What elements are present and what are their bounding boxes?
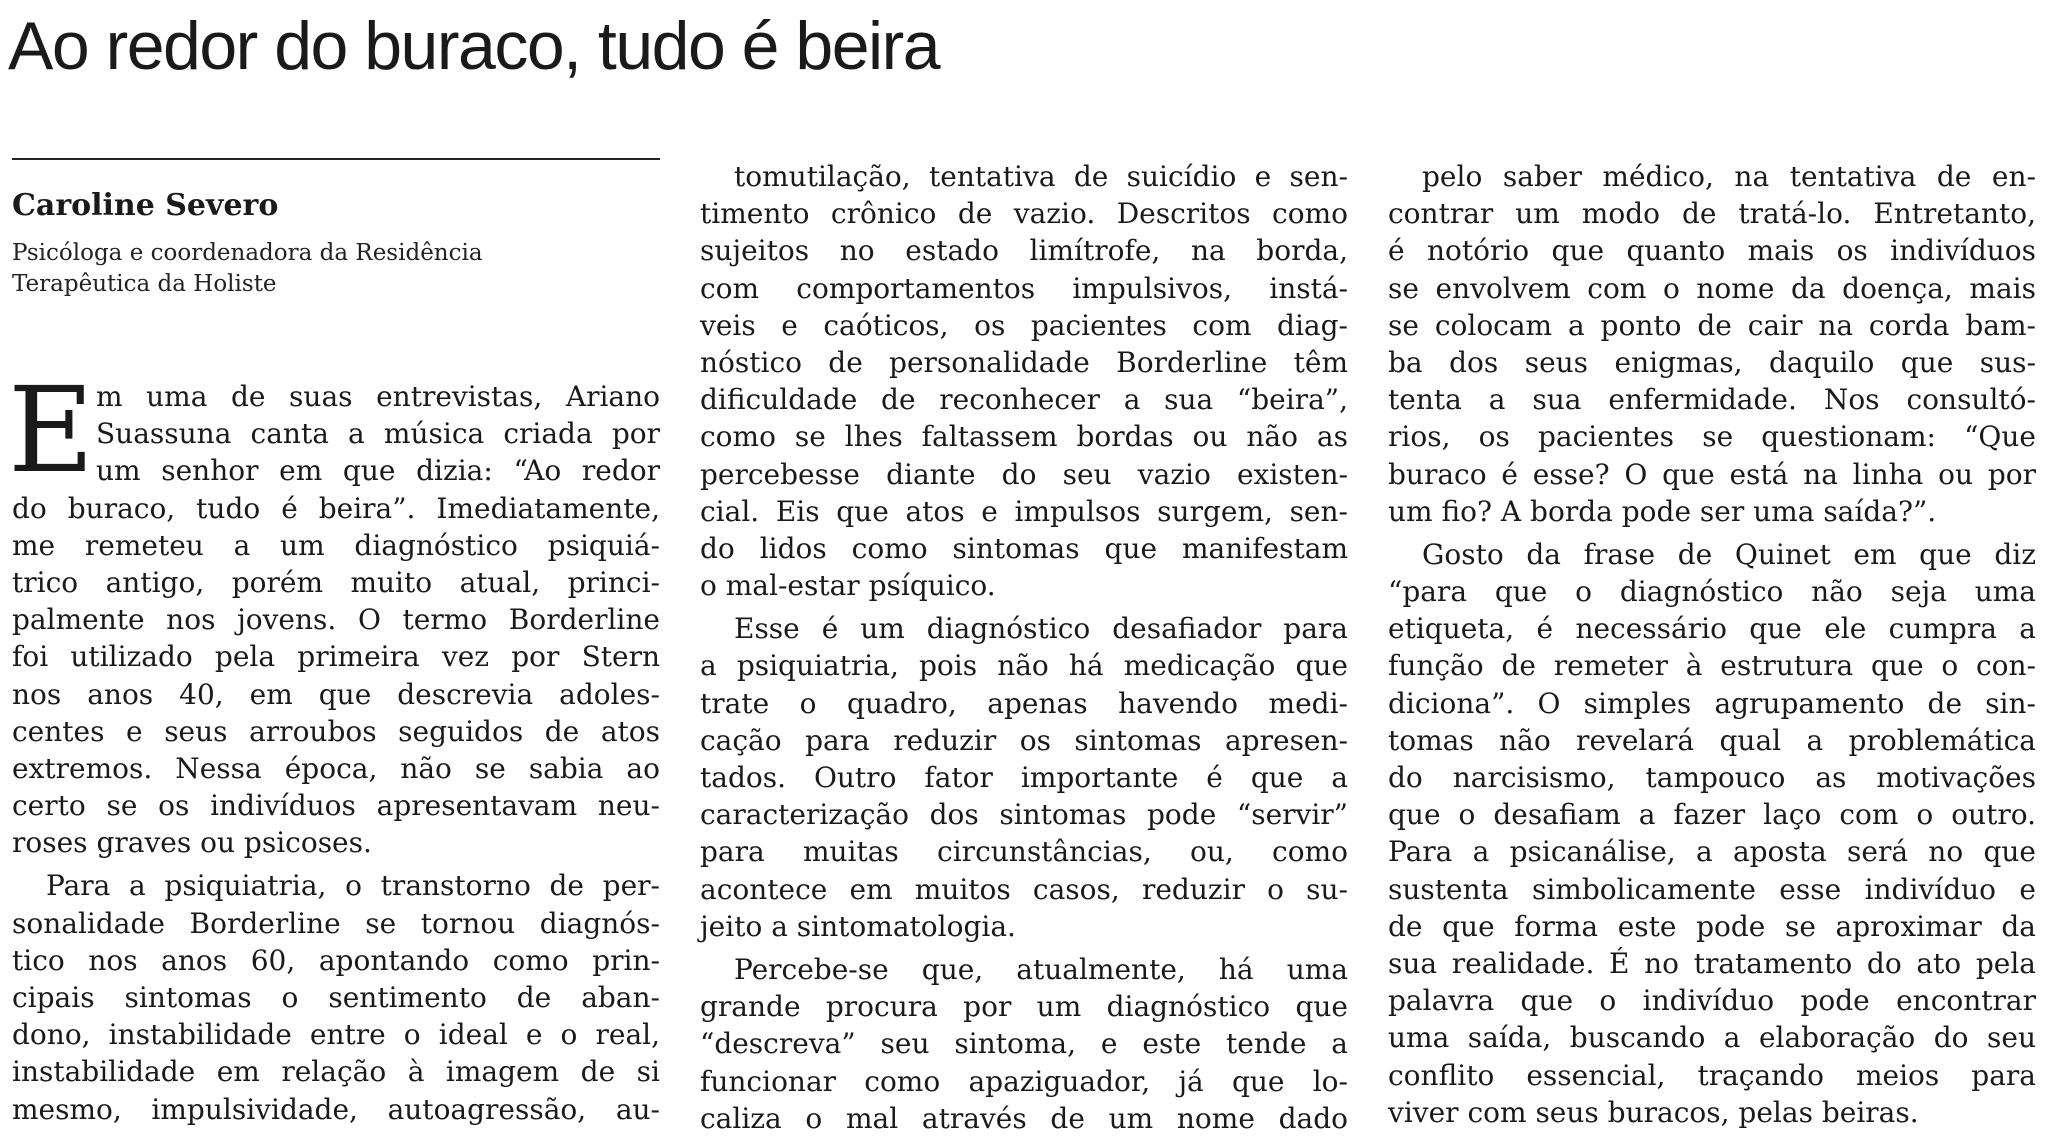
article-line: a psiquiatria, pois não há medicação que: [700, 649, 1348, 683]
article-line: um senhor em que dizia: “Ao redor: [96, 454, 660, 488]
article-line: veis e caóticos, os pacientes com diag-: [700, 308, 1348, 342]
article-line: se colocam a ponto de cair na corda bam-: [1388, 308, 2036, 342]
article-line: extremos. Nessa época, não se sabia ao: [12, 751, 660, 785]
article-line: do buraco, tudo é beira”. Imediatamente,: [12, 491, 660, 525]
article-line: sonalidade Borderline se tornou diagnós-: [12, 906, 660, 940]
article-line: foi utilizado pela primeira vez por Stern: [12, 640, 660, 674]
article-line: tico nos anos 60, apontando como prin-: [12, 943, 660, 977]
article-line: grande procura por um diagnóstico que: [700, 990, 1348, 1024]
article-line: ba dos seus enigmas, daquilo que sus-: [1388, 345, 2036, 379]
article-line: me remeteu a um diagnóstico psiquiá-: [12, 528, 660, 562]
article-line: como se lhes faltassem bordas ou não as: [700, 420, 1348, 454]
article-line: roses graves ou psicoses.: [12, 826, 372, 860]
article-line: função de remeter à estrutura que o con-: [1388, 649, 2036, 683]
article-line: do lidos como sintomas que manifestam: [700, 531, 1348, 565]
article-line: diciona”. O simples agrupamento de sin-: [1388, 686, 2036, 720]
article-line: sujeitos no estado limítrofe, na borda,: [700, 234, 1348, 268]
article-line: timento crônico de vazio. Descritos como: [700, 197, 1348, 231]
article-line: do narcisismo, tampouco as motivações: [1388, 761, 2036, 794]
article-line: acontece em muitos casos, reduzir o su-: [700, 872, 1348, 906]
article-line: tomutilação, tentativa de suicídio e sen-: [734, 160, 1348, 193]
article-line: é notório que quanto mais os indivíduos: [1388, 234, 2036, 268]
article-column-2: [700, 158, 1348, 1137]
article-line: tomas não revelará qual a problemática: [1388, 723, 2036, 757]
article-line: que o desafiam a fazer laço com o outro.: [1388, 798, 2036, 832]
article-line: certo se os indivíduos apresentavam neu-: [12, 789, 660, 823]
headline: Ao redor do buraco, tudo é beira: [8, 8, 940, 84]
article-line: uma saída, buscando a elaboração do seu: [1388, 1021, 2036, 1055]
article-line: percebesse diante do seu vazio existen-: [700, 457, 1348, 491]
drop-cap: E: [8, 361, 95, 499]
article-line: para muitas circunstâncias, ou, como: [700, 835, 1348, 869]
article-line: dificuldade de reconhecer a sua “beira”,: [700, 383, 1348, 417]
article-line: cipais sintomas o sentimento de aban-: [12, 981, 660, 1014]
article-line: se envolvem com o nome da doença, mais: [1388, 271, 2036, 305]
article-line: trate o quadro, apenas havendo medi-: [700, 686, 1348, 720]
article-column-3: [1388, 158, 2036, 1131]
article-line: “descreva” seu sintoma, e este tende a: [700, 1027, 1348, 1061]
article-line: um fio? A borda pode ser uma saída?”.: [1388, 494, 1937, 528]
article-line: viver com seus buracos, pelas beiras.: [1388, 1095, 1919, 1129]
article-line: etiqueta, é necessário que ele cumpra a: [1388, 612, 2036, 646]
article-line: jeito a sintomatologia.: [700, 909, 1016, 943]
article-line: trico antigo, porém muito atual, princi-: [12, 565, 660, 599]
article-line: cação para reduzir os sintomas apresen-: [700, 723, 1348, 757]
article-line: caracterização dos sintomas pode “servir”: [700, 798, 1348, 832]
article-column-1: [12, 378, 660, 1128]
byline-rule: [12, 158, 660, 160]
article-line: conflito essencial, traçando meios para: [1388, 1058, 2036, 1092]
article-line: Gosto da frase de Quinet em que diz: [1422, 537, 2036, 571]
article-line: Para a psicanálise, a aposta será no que: [1388, 835, 2036, 869]
article-line: tados. Outro fator importante é que a: [700, 761, 1348, 794]
article-line: m uma de suas entrevistas, Ariano: [96, 380, 660, 413]
article-line: nos anos 40, em que descrevia adoles-: [12, 677, 660, 711]
article-line: o mal-estar psíquico.: [700, 569, 996, 603]
article-line: mesmo, impulsividade, autoagressão, au-: [12, 1092, 660, 1126]
article-line: contrar um modo de tratá-lo. Entretanto,: [1388, 197, 2036, 231]
article-line: de que forma este pode se aproximar da: [1388, 909, 2036, 943]
article-line: dono, instabilidade entre o ideal e o real,: [12, 1018, 660, 1052]
article-line: instabilidade em relação à imagem de si: [12, 1055, 660, 1089]
article-line: cial. Eis que atos e impulsos surgem, sen-: [700, 494, 1348, 528]
author-description: [12, 238, 632, 300]
article-line: “para que o diagnóstico não seja uma: [1388, 575, 2036, 609]
article-line: Percebe-se que, atualmente, há uma: [734, 952, 1348, 986]
article-line: tenta a sua enfermidade. Nos consultó-: [1388, 383, 2036, 417]
article-line: funcionar como apaziguador, já que lo-: [700, 1064, 1348, 1098]
article-line: nóstico de personalidade Borderline têm: [700, 345, 1348, 379]
article-line: rios, os pacientes se questionam: “Que: [1388, 420, 2036, 454]
article-line: sustenta simbolicamente esse indivíduo e: [1388, 872, 2036, 906]
article-line: com comportamentos impulsivos, instá-: [700, 271, 1348, 305]
article-line: Suassuna canta a música criada por: [96, 417, 660, 451]
article-line: Para a psiquiatria, o transtorno de per-: [46, 869, 660, 903]
article-line: Esse é um diagnóstico desafiador para: [734, 612, 1348, 646]
author-description-line: Terapêutica da Holiste: [12, 271, 277, 297]
article-line: buraco é esse? O que está na linha ou por: [1388, 457, 2036, 491]
article-line: palavra que o indivíduo pode encontrar: [1388, 984, 2036, 1018]
article-line: pelo saber médico, na tentativa de en-: [1422, 160, 2036, 193]
article-line: caliza o mal através de um nome dado: [700, 1101, 1348, 1135]
article-line: sua realidade. É no tratamento do ato pela: [1388, 946, 2036, 980]
article-line: palmente nos jovens. O termo Borderline: [12, 603, 660, 637]
author-name: Caroline Severo: [12, 188, 279, 223]
article-line: centes e seus arroubos seguidos de atos: [12, 714, 660, 748]
author-description-line: Psicóloga e coordenadora da Residência: [12, 240, 483, 266]
